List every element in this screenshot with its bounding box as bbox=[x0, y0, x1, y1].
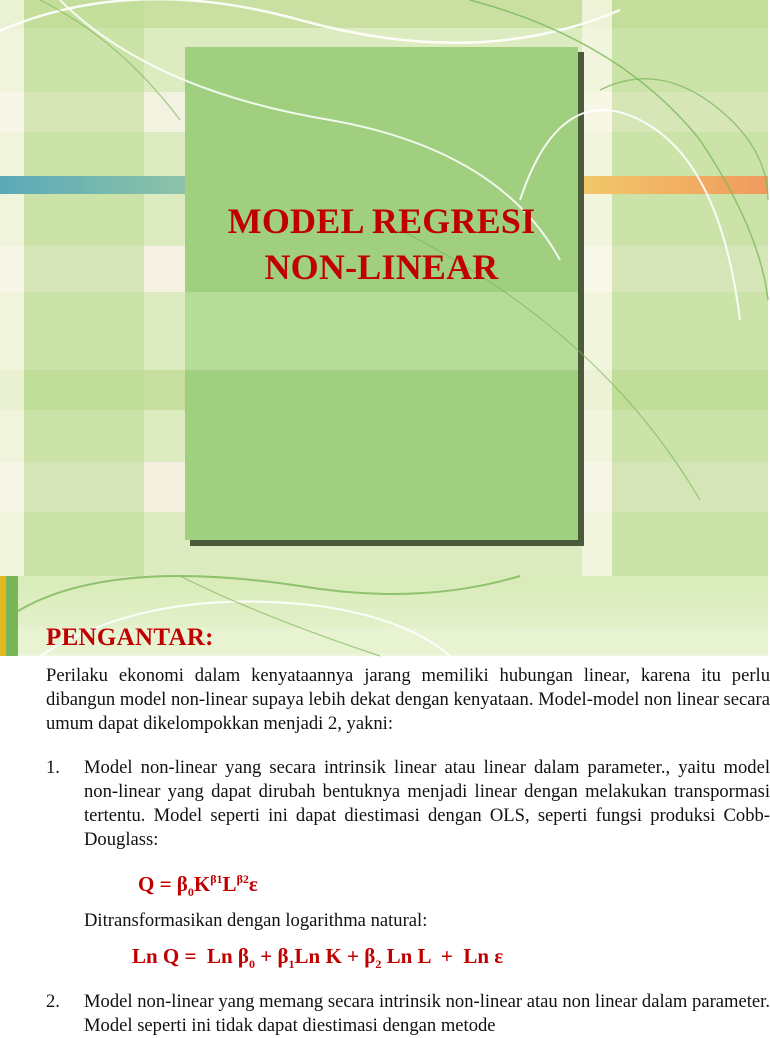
cobb-douglas-formula bbox=[138, 872, 258, 900]
title-line: MODEL REGRESI bbox=[227, 201, 536, 241]
formula-part: K bbox=[193, 872, 211, 896]
section-heading: PENGANTAR: bbox=[46, 624, 214, 651]
slide-title bbox=[185, 198, 578, 290]
formula-part: Ln L + Ln ε bbox=[381, 944, 504, 968]
formula-subscript: 2 bbox=[375, 957, 382, 972]
list-item-number: 2. bbox=[46, 991, 60, 1012]
title-line: NON-LINEAR bbox=[264, 247, 499, 287]
transform-note: Ditransformasikan dengan logarithma natural: bbox=[84, 910, 428, 931]
content-slide bbox=[0, 576, 770, 1036]
decorative-arcs bbox=[0, 576, 768, 666]
log-linear-formula bbox=[132, 944, 503, 972]
formula-superscript: β1 bbox=[210, 872, 223, 886]
formula-part: Q = β bbox=[138, 872, 188, 896]
formula-part: L bbox=[222, 872, 237, 896]
formula-superscript: β2 bbox=[236, 872, 249, 886]
list-item-text: Model non-linear yang secara intrinsik linear atau linear dalam parameter., yaitu model non-linear yang dapat dirubah bentuknya menjadi linear dengan melakukan transpormasi tertentu. Model seperti ini dapat diestimasi dengan OLS, seperti fungsi produksi Cobb-Douglass: bbox=[84, 757, 770, 850]
formula-part: Ln K + β bbox=[294, 944, 376, 968]
list-item-number: 1. bbox=[46, 757, 60, 778]
intro-paragraph: Perilaku ekonomi dalam kenyataannya jarang memiliki hubungan linear, karena itu perlu dibangun model non-linear supaya lebih dekat dengan kenyataan. Model-model non linear secara umum dapat dikelompokkan menjadi 2, yakni: bbox=[46, 665, 770, 734]
formula-part: Ln Q = Ln β bbox=[132, 944, 249, 968]
formula-part: + β bbox=[255, 944, 289, 968]
list-item-text: Model non-linear yang memang secara intrinsik non-linear atau non linear dalam parameter. Model seperti ini tidak dapat diestimasi dengan metode bbox=[84, 991, 770, 1036]
formula-subscript: 0 bbox=[187, 885, 194, 900]
formula-subscript: 0 bbox=[249, 957, 255, 972]
formula-subscript: 1 bbox=[288, 957, 295, 972]
formula-part: ε bbox=[248, 872, 258, 896]
